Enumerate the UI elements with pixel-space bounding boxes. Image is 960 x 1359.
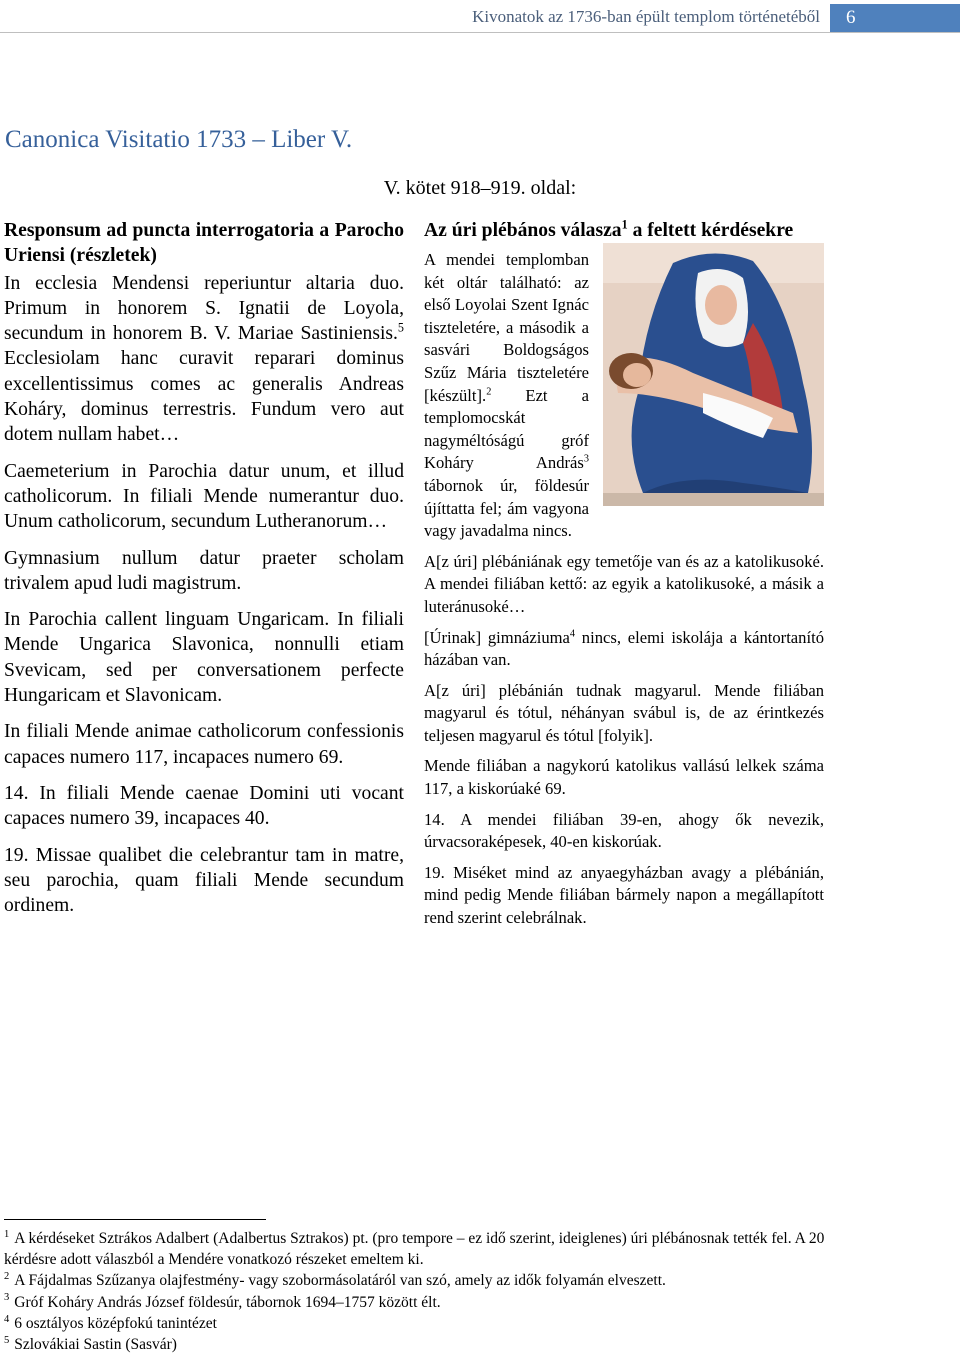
- latin-p1-text-cont: Ecclesiolam hanc curavit reparari dominus excellentissimus comes ac generalis Andreas Koháry, dominus terrestris. Fundum vero aut dotem nullam habet…: [4, 348, 404, 446]
- pieta-image: [603, 243, 824, 506]
- pieta-statue-photo-icon: [603, 243, 824, 506]
- latin-paragraph-3: Gymnasium nullum datur praeter scholam trivalem apud ludi magistrum.: [4, 547, 404, 594]
- hungarian-p3-text-cont: nincs, elemi iskolája a kántortanító házában van.: [424, 627, 824, 670]
- hungarian-p1-text-cont: Ezt a templomocskát nagyméltóságú gróf Koháry András: [424, 385, 589, 473]
- hungarian-paragraph-6: 14. A mendei filiában 39-en, ahogy ők nevezik, úrvacsoraképesek, 40-en kiskorúak.: [424, 809, 824, 852]
- document-title: Canonica Visitatio 1733 – Liber V.: [5, 126, 353, 153]
- footnote-number: 1: [4, 1228, 10, 1240]
- footnote-text: A Fájdalmas Szűzanya olajfestmény- vagy szobormásolatáról van szó, amely az idők folyamán elveszett.: [14, 1272, 666, 1290]
- footnote-number: 4: [4, 1313, 10, 1325]
- footnote-ref-1: 1: [621, 217, 628, 232]
- latin-paragraph-4: In Parochia callent linguam Ungaricam. In filiali Mende Ungarica Slavonica, nonnulli etiam Svevicam, sed per conversationem perfecte Hungaricam et Slavonicam.: [4, 609, 404, 707]
- footnotes: [4, 1228, 834, 1355]
- footnote-5: [4, 1334, 834, 1355]
- footnote-ref-5: 5: [397, 320, 404, 335]
- latin-p1-text: In ecclesia Mendensi reperiuntur altaria duo. Primum in honorem S. Ignatii de Loyola, secundum in honorem B. V. Mariae Sastiniensis.: [4, 272, 404, 345]
- latin-heading: Responsum ad puncta interrogatoria a Parocho Uriensi (részletek): [4, 220, 404, 267]
- footnote-text: Szlovákiai Sastin (Sasvár): [14, 1336, 177, 1354]
- footnote-rule: [4, 1219, 266, 1220]
- running-title: Kivonatok az 1736-ban épült templom történetéből: [472, 7, 820, 26]
- footnote-1: [4, 1228, 834, 1270]
- footnote-text: 6 osztályos középfokú tanintézet: [14, 1314, 217, 1332]
- footnote-text: Gróf Koháry András József földesúr, tábornok 1694–1757 között élt.: [14, 1293, 441, 1311]
- running-header: [0, 2, 960, 32]
- footnote-ref-2: 2: [486, 386, 492, 398]
- footnote-2: [4, 1270, 834, 1291]
- hungarian-p3-text: [Úrinak] gimnáziuma: [424, 627, 570, 647]
- hungarian-column: [424, 218, 824, 930]
- hungarian-heading-text-cont: a feltett kérdésekre: [627, 220, 794, 241]
- footnote-4: [4, 1313, 834, 1334]
- footnote-ref-4: 4: [569, 627, 576, 639]
- hungarian-p1-text: A mendei templomban két oltár található: az első Loyolai Szent Ignác tiszteletére, a második a sasvári Boldogságos Szűz Mária tiszteletére [készült].: [424, 250, 589, 405]
- header-rule: [0, 32, 960, 33]
- latin-paragraph-6: 14. In filiali Mende caenae Domini uti vocant capaces numero 39, incapaces 40.: [4, 782, 404, 830]
- footnote-number: 3: [4, 1292, 10, 1304]
- latin-column: [4, 218, 404, 918]
- latin-paragraph-7: 19. Missae qualibet die celebrantur tam in matre, seu parochia, quam filiali Mende secundum ordinem.: [4, 844, 404, 917]
- latin-paragraph-5: In filiali Mende animae catholicorum confessionis capaces numero 117, incapaces numero 69.: [4, 721, 404, 768]
- footnote-text: A kérdéseket Sztrákos Adalbert (Adalbertus Sztrakos) pt. (pro tempore – ez idő szerint, ideiglenes) úri plébánosnak tették fel. A 20 kérdésre adott válaszból a Mendére vonatkozó részeket emeltem ki.: [4, 1230, 825, 1269]
- footnote-number: 2: [4, 1271, 10, 1283]
- hungarian-paragraph-7: 19. Miséket mind az anyaegyházban avagy a plébánián, mind pedig Mende filiában bármely napon a megállapított rend szerint celebrálnak.: [424, 862, 824, 928]
- page-number: 6: [830, 4, 960, 32]
- footnote-ref-3: 3: [583, 453, 589, 465]
- hungarian-paragraph-1-wrap: [424, 249, 824, 543]
- hungarian-paragraph-5: Mende filiában a nagykorú katolikus vallású lelkek száma 117, a kiskorúaké 69.: [424, 756, 824, 799]
- hungarian-paragraph-4: A[z úri] plébánián tudnak magyarul. Mende filiában magyarul és tótul, néhányan svábul is, de az érintkezés teljesen magyarul és tótul [folyik].: [424, 680, 824, 745]
- hungarian-paragraph-3: [424, 627, 824, 672]
- latin-paragraph-1: [4, 271, 404, 448]
- hungarian-heading: [424, 218, 824, 243]
- hungarian-paragraph-2: A[z úri] plébániának egy temetője van és az a katolikusoké. A mendei filiában kettő: az egyik a katolikusoké, a másik a luteránusoké…: [424, 551, 824, 616]
- footnote-number: 5: [4, 1334, 10, 1346]
- hungarian-heading-text: Az úri plébános válasza: [424, 220, 622, 241]
- hungarian-p1-text-end: tábornok úr, földesúr újíttatta fel; ám vagyona vagy javadalma nincs.: [424, 475, 589, 541]
- footnote-3: [4, 1292, 834, 1313]
- latin-paragraph-2: Caemeterium in Parochia datur unum, et illud catholicorum. In filiali Mende numerantur duo. Unum catholicorum, secundum Lutheranorum…: [4, 460, 404, 533]
- volume-line: V. kötet 918–919. oldal:: [383, 177, 577, 199]
